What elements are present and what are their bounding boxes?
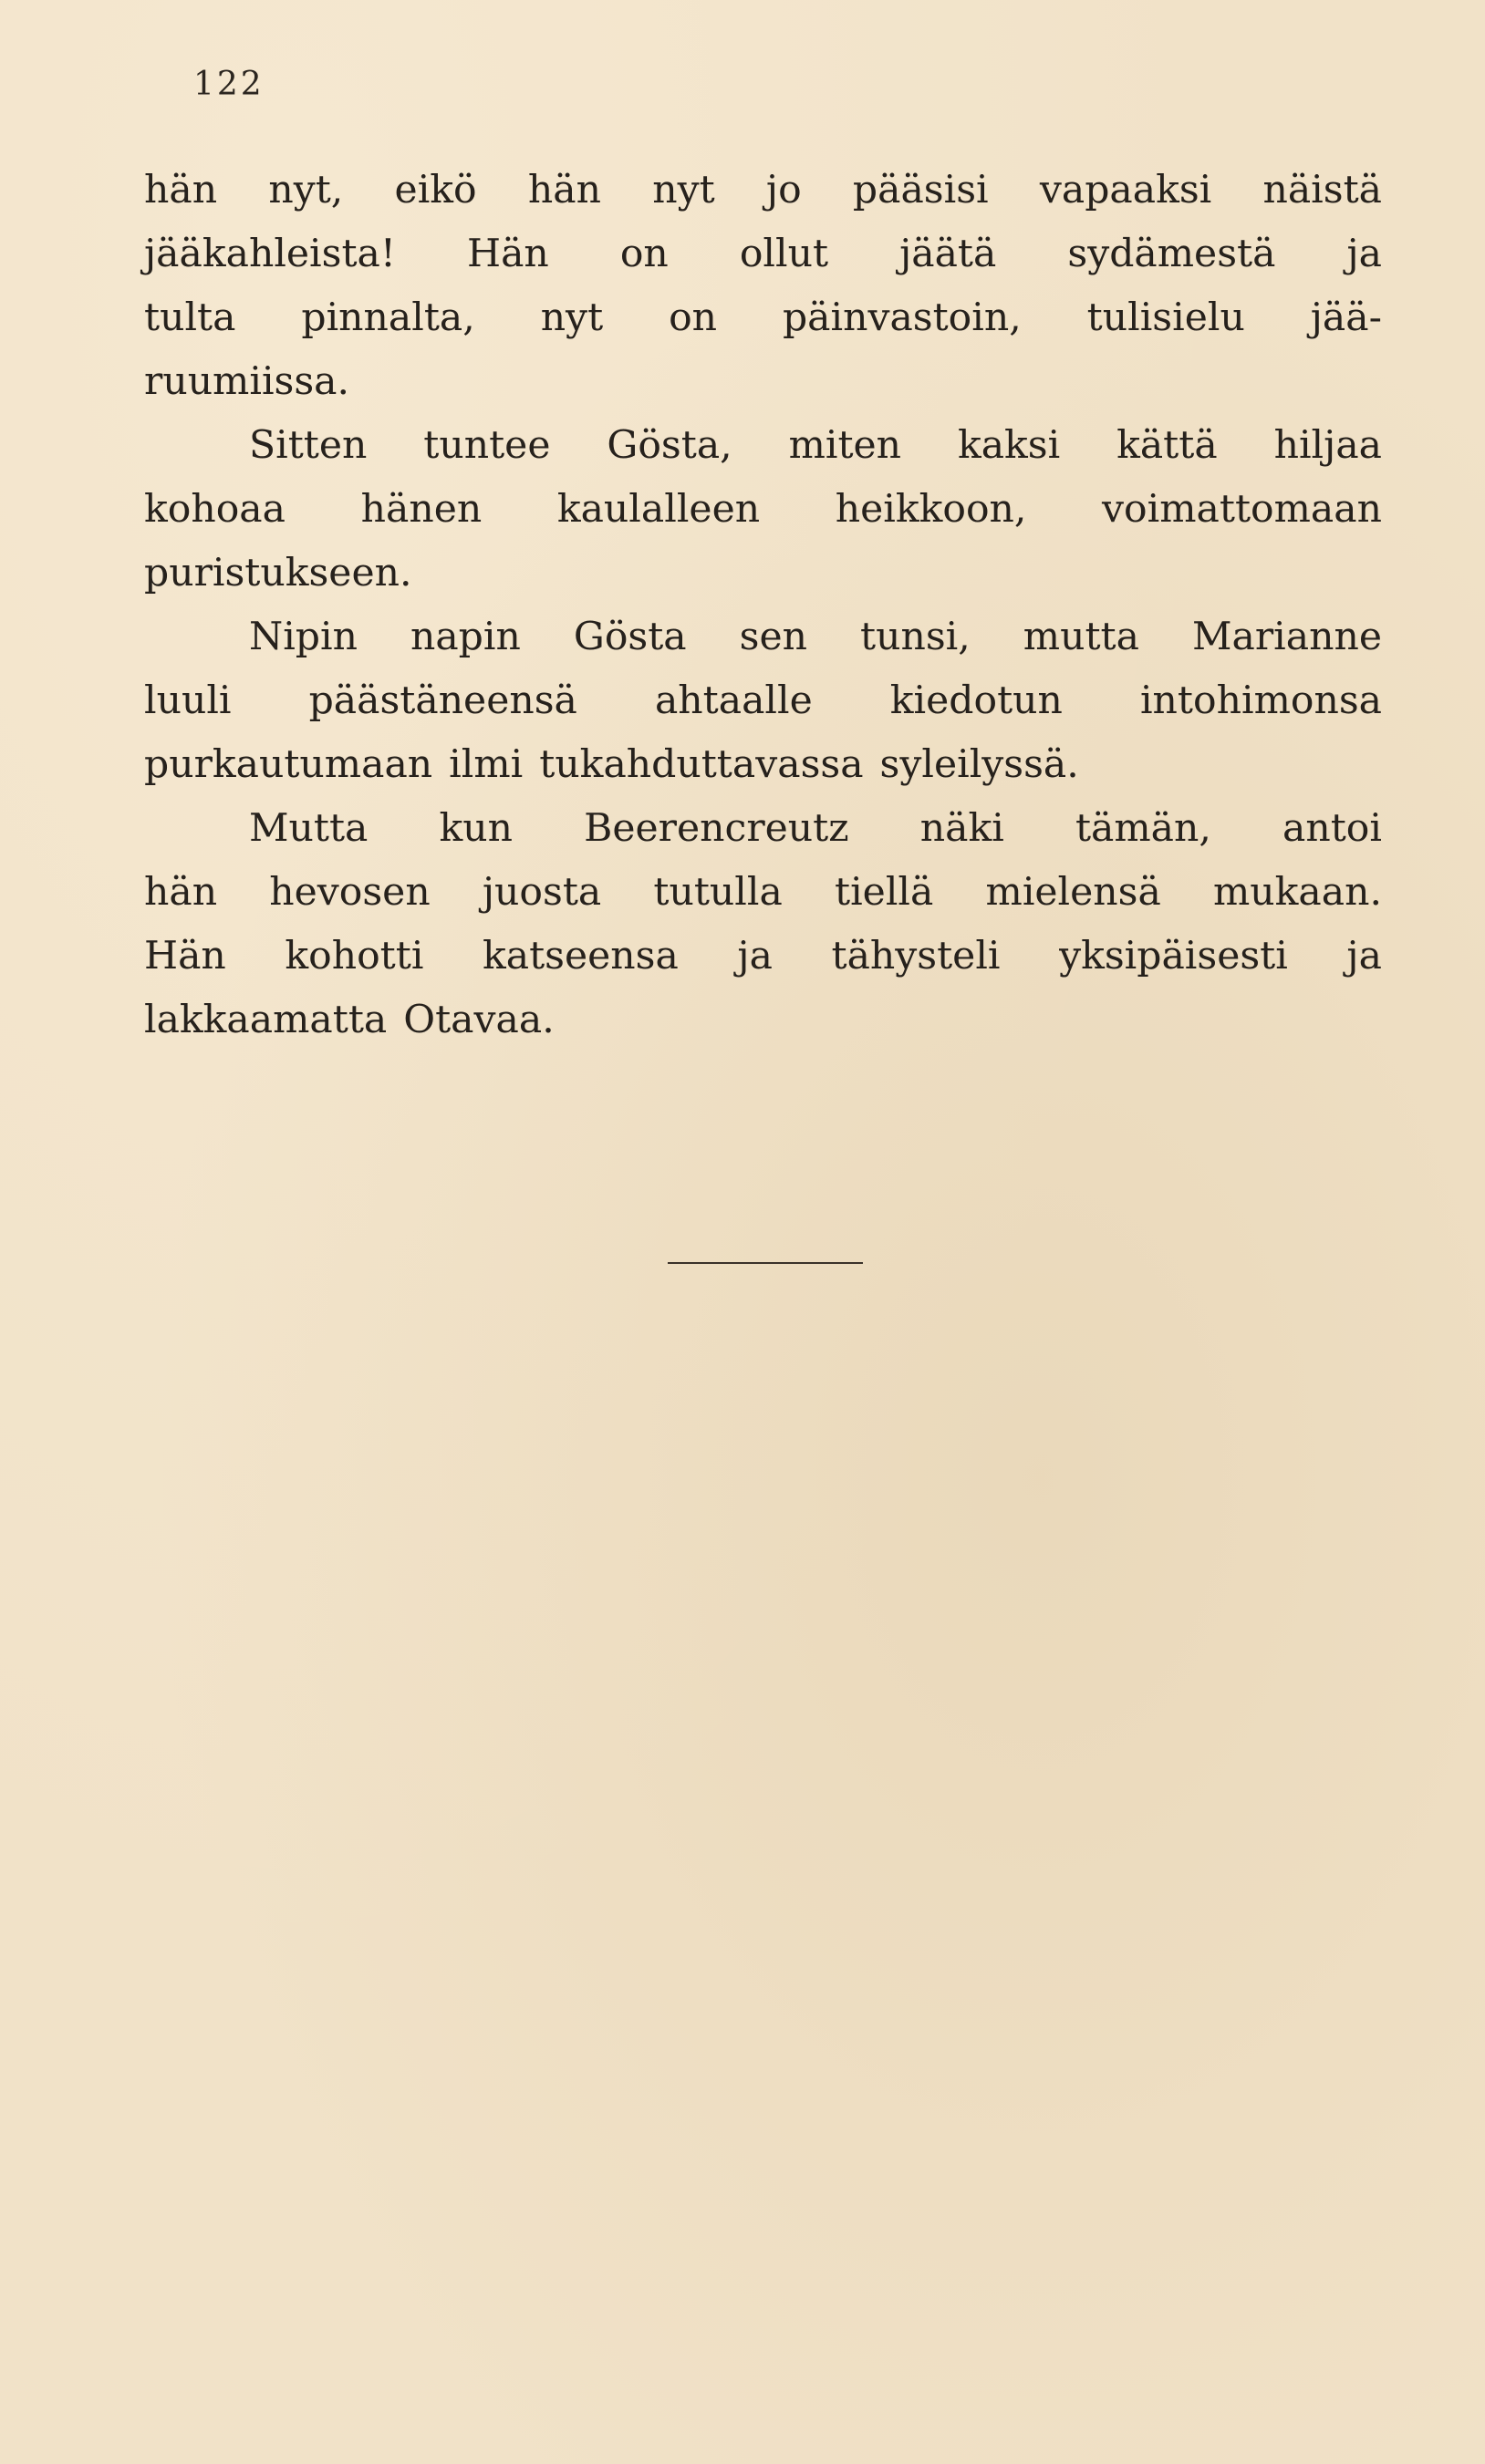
word: Mutta	[249, 806, 369, 851]
word: päinvastoin,	[782, 295, 1022, 340]
word: heikkoon,	[835, 487, 1027, 532]
word: hän	[527, 168, 601, 212]
word: jo	[765, 168, 802, 212]
page-number: 122	[193, 66, 265, 103]
word: jääkahleista!	[144, 232, 396, 276]
word: Otavaa.	[403, 998, 555, 1042]
text-line	[144, 286, 1382, 350]
word: ollut	[739, 232, 829, 276]
word: nyt	[652, 168, 715, 212]
word: kohotti	[285, 934, 424, 978]
word: hän	[144, 870, 218, 915]
text-line	[144, 925, 1382, 989]
word: miten	[788, 423, 902, 468]
text-line	[144, 223, 1382, 286]
word: kohoaa	[144, 487, 286, 532]
word: jää-	[1310, 295, 1382, 340]
word: tähysteli	[831, 934, 1001, 978]
word: tunsi,	[860, 615, 971, 659]
word: ruumiissa.	[144, 359, 350, 404]
word: purkautumaan	[144, 742, 433, 787]
body-text	[144, 159, 1382, 1052]
text-line	[144, 733, 1382, 797]
word: pääsisi	[852, 168, 989, 212]
word: ja	[1346, 232, 1382, 276]
word: päästäneensä	[308, 678, 577, 723]
word: ja	[737, 934, 773, 978]
chapter-end-rule	[668, 1262, 863, 1264]
word: sydämestä	[1067, 232, 1276, 276]
word: Hän	[144, 934, 226, 978]
word: hevosen	[269, 870, 431, 915]
word: syleilyssä.	[879, 742, 1079, 787]
text-line	[144, 861, 1382, 925]
text-line	[144, 606, 1382, 669]
word: mutta	[1023, 615, 1139, 659]
word: ahtaalle	[654, 678, 813, 723]
word: tämän,	[1075, 806, 1211, 851]
text-line	[144, 797, 1382, 861]
word: Nipin	[249, 615, 358, 659]
word: ja	[1346, 934, 1382, 978]
word: Sitten	[249, 423, 368, 468]
text-line	[144, 669, 1382, 733]
word: voimattomaan	[1102, 487, 1382, 532]
text-line	[144, 159, 1382, 223]
text-line	[144, 989, 1382, 1052]
word: puristukseen.	[144, 551, 412, 595]
word: katseensa	[483, 934, 679, 978]
word: intohimonsa	[1139, 678, 1382, 723]
word: vapaaksi	[1039, 168, 1212, 212]
word: hiljaa	[1273, 423, 1382, 468]
word: tutulla	[653, 870, 783, 915]
word: tulta	[144, 295, 236, 340]
word: mielensä	[985, 870, 1161, 915]
word: luuli	[144, 678, 232, 723]
word: mukaan.	[1212, 870, 1382, 915]
word: Gösta	[573, 615, 687, 659]
word: tukahduttavassa	[539, 742, 864, 787]
word: näki	[919, 806, 1004, 851]
word: on	[669, 295, 718, 340]
word: tulisielu	[1086, 295, 1245, 340]
word: nyt	[540, 295, 604, 340]
text-line	[144, 542, 1382, 606]
word: on	[619, 232, 669, 276]
word: Hän	[467, 232, 549, 276]
word: hänen	[360, 487, 483, 532]
word: hän	[144, 168, 218, 212]
text-line	[144, 414, 1382, 478]
word: kun	[439, 806, 514, 851]
word: ilmi	[449, 742, 524, 787]
word: antoi	[1282, 806, 1382, 851]
text-line	[144, 478, 1382, 542]
word: lakkaamatta	[144, 998, 388, 1042]
word: tiellä	[835, 870, 934, 915]
word: Marianne	[1191, 615, 1382, 659]
word: napin	[410, 615, 521, 659]
word: Gösta,	[607, 423, 732, 468]
word: pinnalta,	[301, 295, 475, 340]
word: tuntee	[423, 423, 551, 468]
word: kaulalleen	[556, 487, 761, 532]
word: sen	[739, 615, 807, 659]
word: kaksi	[957, 423, 1061, 468]
word: nyt,	[268, 168, 344, 212]
word: eikö	[394, 168, 477, 212]
word: yksipäisesti	[1059, 934, 1288, 978]
text-line	[144, 350, 1382, 414]
word: näistä	[1262, 168, 1382, 212]
word: kiedotun	[889, 678, 1063, 723]
word: jäätä	[899, 232, 997, 276]
word: kättä	[1116, 423, 1218, 468]
word: Beerencreutz	[584, 806, 849, 851]
word: juosta	[482, 870, 602, 915]
